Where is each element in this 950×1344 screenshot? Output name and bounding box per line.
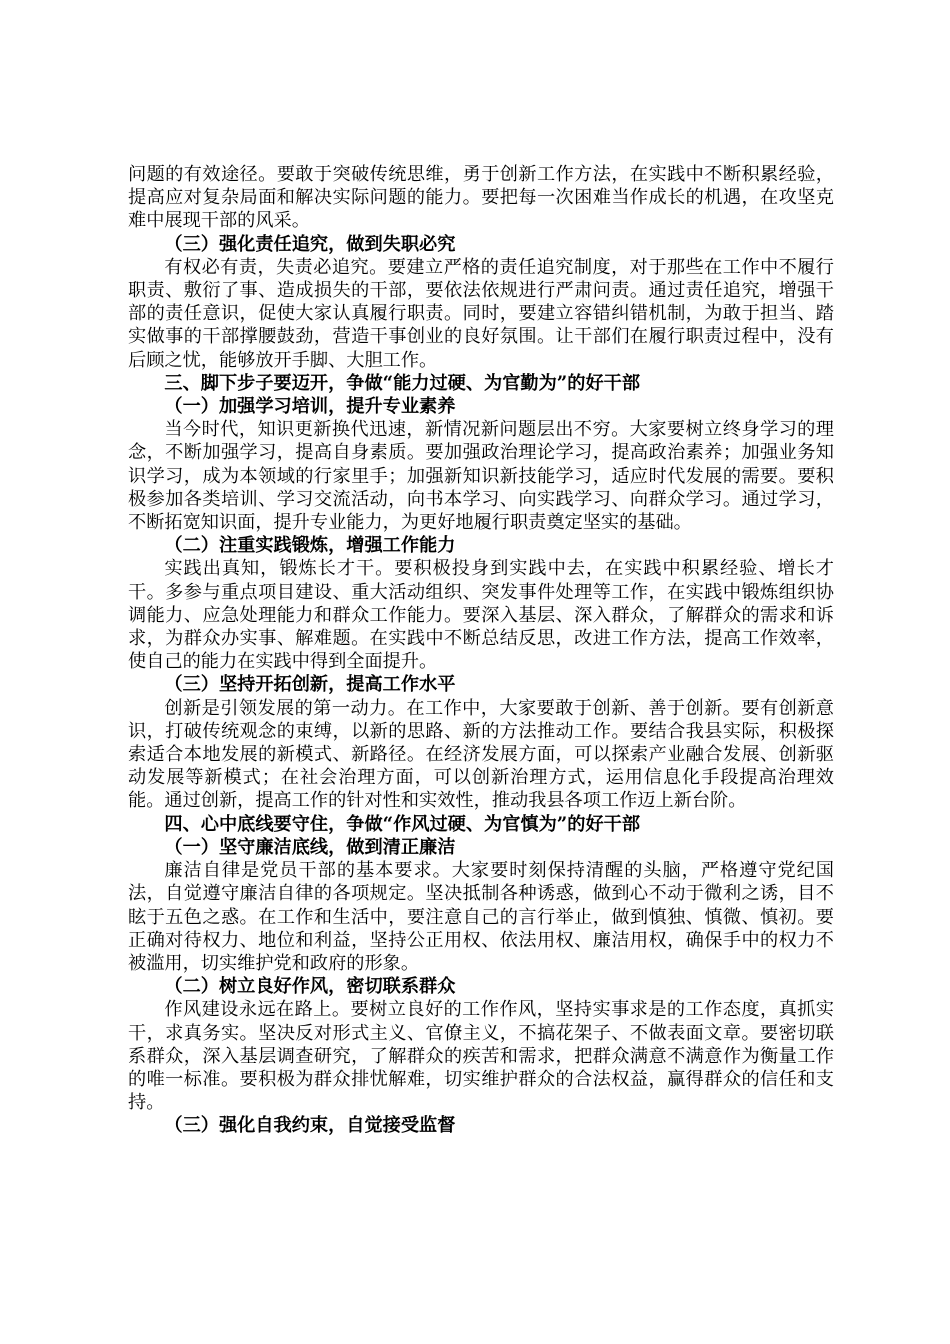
section-heading-4: 四、心中底线要守住，争做“作风过硬、为官慎为”的好干部 (164, 813, 641, 835)
paragraph-learning: 当今时代，知识更新换代迅速，新情况新问题层出不穷。大家要树立终身学习的理念，不断加强学习，提高自身素质。要加强政治理论学习，提高政治素养；加强业务知识学习，成为本领域的行家里手；加强新知识新技能学习，适应时代发展的需要。要积极参加各类培训、学习交流活动，向书本学习、向实践学习、向群众学习。通过学习，不断拓宽知识面，提升专业能力，为更好地履行职责奠定坚实的基础。 (128, 419, 834, 534)
section-heading-3: 三、脚下步子要迈开，争做“能力过硬、为官勤为”的好干部 (164, 372, 641, 394)
paragraph-work-style: 作风建设永远在路上。要树立良好的工作作风，坚持实事求是的工作态度，真抓实干，求真务实。坚决反对形式主义、官僚主义，不搞花架子、不做表面文章。要密切联系群众，深入基层调查研究，了解群众的疾苦和需求，把群众满意不满意作为衡量工作的唯一标准。要积极为群众排忧解难，切实维护群众的合法权益，赢得群众的信任和支持。 (128, 999, 834, 1114)
paragraph-innovation: 创新是引领发展的第一动力。在工作中，大家要敢于创新、善于创新。要有创新意识，打破传统观念的束缚，以新的思路、新的方法推动工作。要结合我县实际，积极探索适合本地发展的新模式、新路径。在经济发展方面，可以探索产业融合发展、创新驱动发展等新模式；在社会治理方面，可以创新治理方式，运用信息化手段提高治理效能。通过创新，提高工作的针对性和实效性，推动我县各项工作迈上新台阶。 (128, 697, 834, 812)
paragraph-continued: 问题的有效途径。要敢于突破传统思维，勇于创新工作方法，在实践中不断积累经验，提高应对复杂局面和解决实际问题的能力。要把每一次困难当作成长的机遇，在攻坚克难中展现干部的风采。 (128, 164, 834, 232)
subsection-heading-3-1: （一）加强学习培训，提升专业素养 (164, 396, 456, 418)
subsection-heading-2-3: （三）强化责任追究，做到失职必究 (164, 233, 456, 255)
paragraph-accountability: 有权必有责，失责必追究。要建立严格的责任追究制度，对于那些在工作中不履行职责、敷衍了事、造成损失的干部，要依法依规进行严肃问责。通过责任追究，增强干部的责任意识，促使大家认真履行职责。同时，要建立容错纠错机制，为敢于担当、踏实做事的干部撑腰鼓劲，营造干事创业的良好氛围。让干部们在履行职责过程中，没有后顾之忧，能够放开手脚、大胆工作。 (128, 256, 834, 371)
subsection-heading-4-2: （二）树立良好作风，密切联系群众 (164, 976, 456, 998)
subsection-heading-4-3: （三）强化自我约束，自觉接受监督 (164, 1115, 456, 1137)
paragraph-practice: 实践出真知，锻炼长才干。要积极投身到实践中去，在实践中积累经验、增长才干。多参与重点项目建设、重大活动组织、突发事件处理等工作，在实践中锻炼组织协调能力、应急处理能力和群众工作能力。要深入基层、深入群众，了解群众的需求和诉求，为群众办实事、解难题。在实践中不断总结反思，改进工作方法，提高工作效率，使自己的能力在实践中得到全面提升。 (128, 558, 834, 673)
paragraph-integrity: 廉洁自律是党员干部的基本要求。大家要时刻保持清醒的头脑，严格遵守党纪国法，自觉遵守廉洁自律的各项规定。坚决抵制各种诱惑，做到心不动于微利之诱，目不眩于五色之惑。在工作和生活中，要注意自己的言行举止，做到慎独、慎微、慎初。要正确对待权力、地位和利益，坚持公正用权、依法用权、廉洁用权，确保手中的权力不被滥用，切实维护党和政府的形象。 (128, 860, 834, 974)
document-page (128, 163, 834, 1138)
subsection-heading-3-3: （三）坚持开拓创新，提高工作水平 (164, 674, 456, 696)
subsection-heading-3-2: （二）注重实践锻炼，增强工作能力 (164, 535, 456, 557)
subsection-heading-4-1: （一）坚守廉洁底线，做到清正廉洁 (164, 836, 456, 858)
